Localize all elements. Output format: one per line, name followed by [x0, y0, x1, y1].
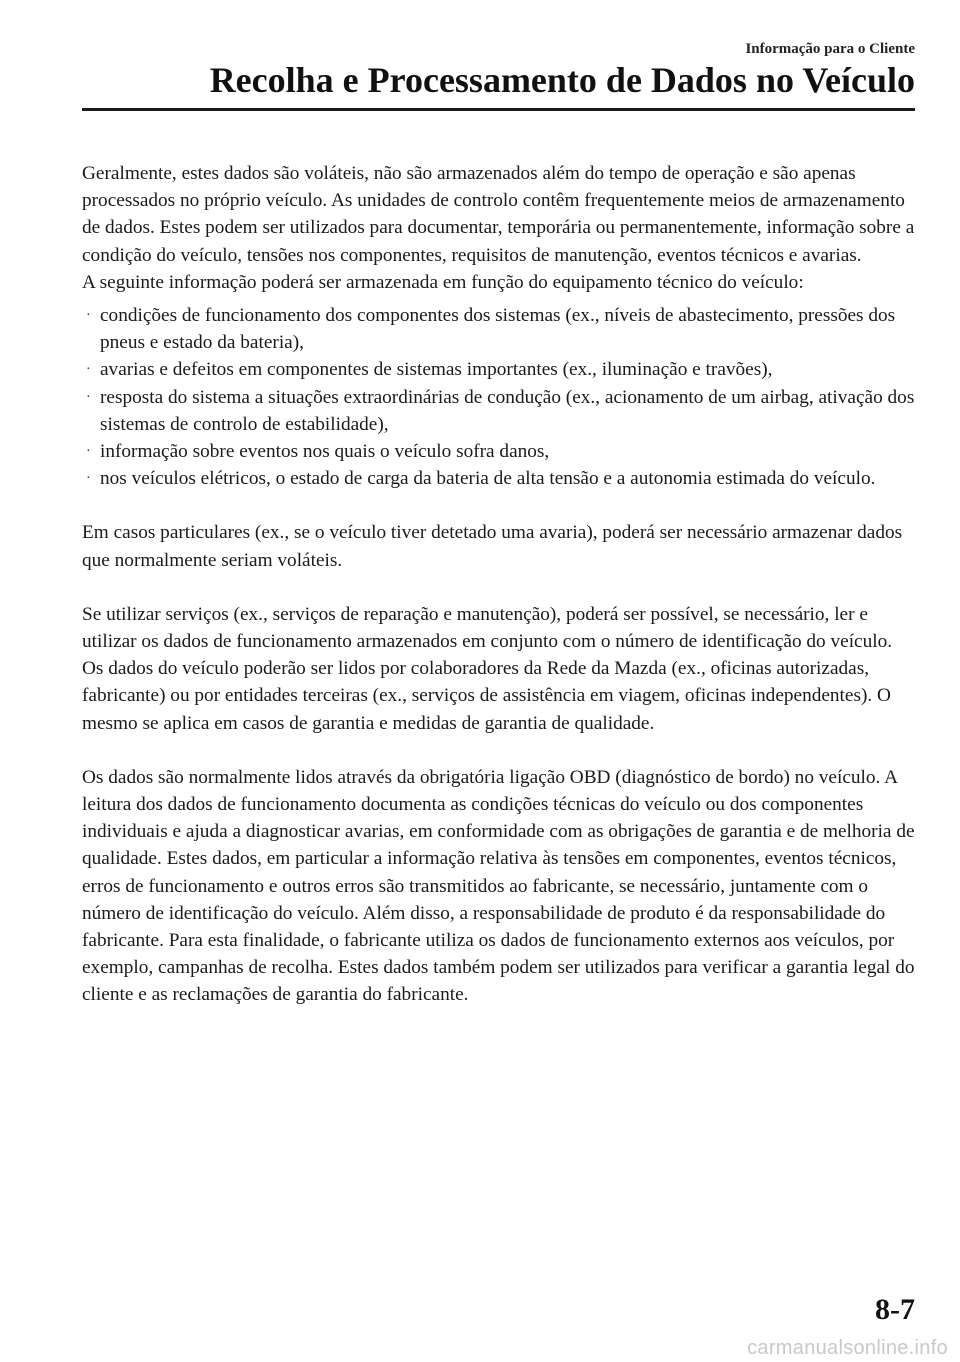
list-item: [82, 384, 915, 438]
paragraph-particular-cases: Em casos particulares (ex., se o veículo tiver detetado uma avaria), poderá ser necessário armazenar dados que normalmente seriam voláteis.: [82, 522, 903, 571]
paragraph-services: Se utilizar serviços (ex., serviços de reparação e manutenção), poderá ser possível, se necessário, ler e utilizar os dados de funcionamento armazenados em conjunto com o número de identificação do veículo. Os dados do veículo poderão ser lidos por colaboradores da Rede da Mazda (ex., oficinas autorizadas, fabricante) ou por entidades terceiras (ex., serviços de assistência em viagem, oficinas independentes). O mesmo se aplica em casos de garantia e medidas de garantia de qualidade.: [82, 603, 893, 734]
paragraph-volatile-data: Geralmente, estes dados são voláteis, não são armazenados além do tempo de operação e são apenas processados no próprio veículo. As unidades de controlo contêm frequentemente meios de armazenamento de dados. Estes podem ser utilizados para documentar, temporária ou permanentemente, informação sobre a condição do veículo, tensões nos componentes, requisitos de manutenção, eventos técnicos e avarias.: [82, 163, 915, 266]
list-item-text: informação sobre eventos nos quais o veículo sofra danos,: [100, 441, 550, 463]
paragraph-obd-reading: Os dados são normalmente lidos através da obrigatória ligação OBD (diagnóstico de bordo) no veículo. A leitura dos dados de funcionamento documenta as condições técnicas do veículo ou dos componentes individuais e ajuda a diagnosticar avarias, em conformidade com as obrigações de garantia e de melhoria de qualidade. Estes dados, em particular a informação relativa às tensões em componentes, eventos técnicos, erros de funcionamento e outros erros são transmitidos ao fabricante, se necessário, juntamente com o número de identificação do veículo. Além disso, a responsabilidade de produto é da responsabilidade do fabricante. Para esta finalidade, o fabricante utiliza os dados de funcionamento externos aos veículos, por exemplo, campanhas de recolha. Estes dados também podem ser utilizados para verificar a garantia legal do cliente e as reclamações de garantia do fabricante.: [82, 766, 915, 1006]
list-item: [82, 356, 915, 383]
bullet-icon: ·: [86, 389, 91, 405]
list-item-text: nos veículos elétricos, o estado de carga da bateria de alta tensão e a autonomia estimada do veículo.: [100, 468, 876, 490]
bullet-icon: ·: [86, 308, 91, 324]
list-item: [82, 465, 915, 492]
page-header: [82, 40, 915, 111]
bullet-icon: ·: [86, 444, 91, 460]
site-watermark: carmanualsonline.info: [747, 1337, 948, 1359]
bullet-icon: ·: [86, 362, 91, 378]
paragraph-stored-info-intro: A seguinte informação poderá ser armazenada em função do equipamento técnico do veículo:: [82, 271, 804, 293]
bullet-icon: ·: [86, 471, 91, 487]
stored-info-list: [82, 302, 915, 492]
list-item-text: resposta do sistema a situações extraordinárias de condução (ex., acionamento de um airbag, ativação dos sistemas de controlo de estabilidade),: [100, 386, 915, 435]
list-item: [82, 302, 915, 356]
section-label: Informação para o Cliente: [745, 41, 915, 57]
list-item: [82, 438, 915, 465]
page-number: 8-7: [875, 1293, 915, 1326]
list-item-text: avarias e defeitos em componentes de sistemas importantes (ex., iluminação e travões),: [100, 359, 773, 381]
header-divider: [82, 108, 915, 111]
chapter-title: Recolha e Processamento de Dados no Veículo: [209, 60, 915, 100]
list-item-text: condições de funcionamento dos componentes dos sistemas (ex., níveis de abastecimento, pressões dos pneus e estado da bateria),: [100, 305, 896, 354]
body-content: [82, 160, 915, 1009]
